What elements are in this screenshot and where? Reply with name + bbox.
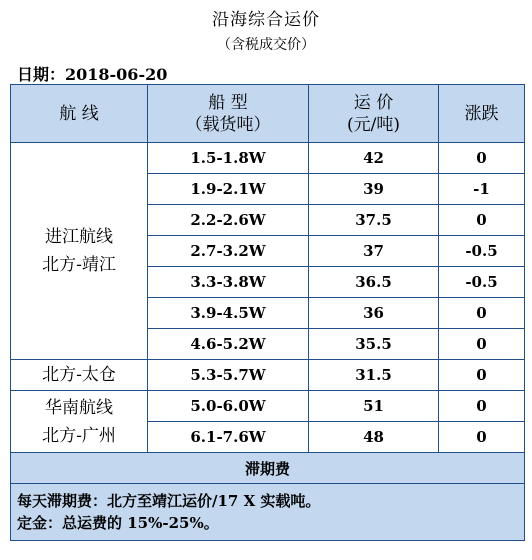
table-row — [11, 360, 525, 391]
demurrage-notes-row — [11, 484, 525, 541]
column-header-change: 涨跌 — [439, 85, 525, 143]
change-cell: -1 — [439, 174, 525, 205]
route-cell-taicang: 北方-太仓 — [11, 360, 148, 391]
price-cell: 39 — [309, 174, 439, 205]
route-cell-guangzhou: 华南航线 北方-广州 — [11, 391, 148, 453]
change-cell: -0.5 — [439, 267, 525, 298]
ship-size-cell: 5.3-5.7W — [148, 360, 309, 391]
change-cell: 0 — [439, 360, 525, 391]
price-cell: 36 — [309, 298, 439, 329]
demurrage-notes — [11, 484, 525, 541]
route-cell-jingjiang: 进江航线 北方-靖江 — [11, 143, 148, 360]
ship-size-cell: 2.2-2.6W — [148, 205, 309, 236]
table-row — [11, 391, 525, 422]
change-cell: -0.5 — [439, 236, 525, 267]
table-header-row — [11, 85, 525, 143]
report-date: 日期：2018-06-20 — [17, 65, 168, 84]
ship-size-cell: 4.6-5.2W — [148, 329, 309, 360]
price-cell: 42 — [309, 143, 439, 174]
change-cell: 0 — [439, 298, 525, 329]
price-cell: 37 — [309, 236, 439, 267]
deposit-note: 定金：总运费的 15%-25%。 — [17, 514, 219, 532]
change-cell: 0 — [439, 329, 525, 360]
price-cell: 35.5 — [309, 329, 439, 360]
ship-size-cell: 1.9-2.1W — [148, 174, 309, 205]
ship-size-cell: 6.1-7.6W — [148, 422, 309, 453]
ship-size-cell: 3.3-3.8W — [148, 267, 309, 298]
ship-size-cell: 2.7-3.2W — [148, 236, 309, 267]
page-subtitle: （含税成交价） — [217, 37, 315, 53]
ship-size-cell: 3.9-4.5W — [148, 298, 309, 329]
price-cell: 48 — [309, 422, 439, 453]
freight-rate-table — [10, 84, 525, 541]
change-cell: 0 — [439, 205, 525, 236]
demurrage-header-row — [11, 453, 525, 484]
ship-size-cell: 1.5-1.8W — [148, 143, 309, 174]
demurrage-title: 滞期费 — [11, 453, 525, 484]
column-header-ship-size: 船 型 （载货吨） — [148, 85, 309, 143]
demurrage-note: 每天滞期费：北方至靖江运价/17 X 实载吨。 — [17, 492, 321, 510]
page-title: 沿海综合运价 — [212, 10, 320, 30]
change-cell: 0 — [439, 391, 525, 422]
column-header-route: 航 线 — [11, 85, 148, 143]
change-cell: 0 — [439, 422, 525, 453]
ship-size-cell: 5.0-6.0W — [148, 391, 309, 422]
price-cell: 36.5 — [309, 267, 439, 298]
table-row — [11, 143, 525, 174]
price-cell: 51 — [309, 391, 439, 422]
price-cell: 37.5 — [309, 205, 439, 236]
price-cell: 31.5 — [309, 360, 439, 391]
change-cell: 0 — [439, 143, 525, 174]
column-header-price: 运 价 (元/吨) — [309, 85, 439, 143]
